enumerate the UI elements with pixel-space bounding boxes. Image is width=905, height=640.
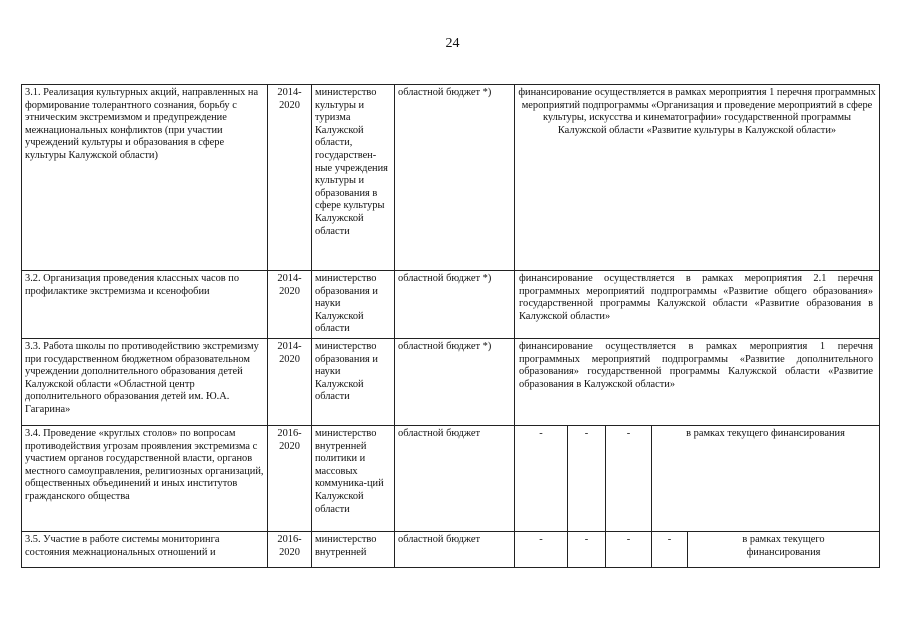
measure-executor: министерство внутренней политики и массовых коммуника-ций Калужской области (312, 425, 395, 531)
amount-cell: - (568, 425, 606, 531)
measure-executor: министерство образования и науки Калужской области (312, 271, 395, 339)
table-row (22, 338, 880, 425)
measure-executor: министерство образования и науки Калужской области (312, 338, 395, 425)
measure-years (268, 425, 312, 531)
years-text: 2014- 2020 (277, 87, 302, 111)
years-text: 2014- 2020 (277, 273, 302, 297)
table-row (22, 271, 880, 339)
amount-cell: - (606, 425, 652, 531)
measure-name: 3.2. Организация проведения классных часов по профилактике экстремизма и ксенофобии (22, 271, 268, 339)
amount-cell: - (568, 531, 606, 567)
measure-name: 3.5. Участие в работе системы мониторинга состояния межнациональных отношений и (22, 531, 268, 567)
page-number: 24 (445, 36, 460, 51)
financing-note (688, 531, 880, 567)
years-text: 2016- 2020 (277, 533, 302, 558)
years-text: 2014- 2020 (277, 340, 302, 365)
amount-cell: - (515, 531, 568, 567)
measure-years (268, 85, 312, 271)
measure-years (268, 338, 312, 425)
measure-name: 3.3. Работа школы по противодействию экстремизму при государственном бюджетном образовательном учреждении дополнительного образования детей Калужской области «Областной центр дополнительного образования детей им. Ю.А. Гагарина» (22, 338, 268, 425)
measure-executor: министерство культуры и туризма Калужской области, государствен-ные учреждения культуры и образования в сфере культуры Калужской области (312, 85, 395, 271)
amount-cell: - (606, 531, 652, 567)
financing-note: в рамках текущего финансирования (652, 425, 880, 531)
amount-cell: - (515, 425, 568, 531)
financing-note: финансирование осуществляется в рамках мероприятия 1 перечня программных мероприятий подпрограммы «Развитие дополнительного образования» государственной программы Калужской области «Развитие образования в Калужской области» (515, 338, 880, 425)
financing-note: финансирование осуществляется в рамках мероприятия 1 перечня программных мероприятий подпрограммы «Организация и проведение мероприятий в сфере культуры, искусства и кинематографии» государственной программы Калужской области «Развитие культуры в Калужской области» (515, 85, 880, 271)
amount-cell: - (652, 531, 688, 567)
measure-name: 3.1. Реализация культурных акций, направленных на формирование толерантного сознания, борьбу с этническим экстремизмом и предупреждение межнациональных конфликтов (при участии учреждений культуры и образования в сфере культуры Калужской области) (22, 85, 268, 271)
funding-source: областной бюджет *) (395, 338, 515, 425)
funding-source: областной бюджет *) (395, 271, 515, 339)
measures-table (21, 84, 880, 568)
table-row (22, 85, 880, 271)
years-text: 2016- 2020 (277, 427, 302, 452)
funding-source: областной бюджет *) (395, 85, 515, 271)
funding-source: областной бюджет (395, 425, 515, 531)
measure-name: 3.4. Проведение «круглых столов» по вопросам противодействия угрозам проявления экстремизма с участием органов государственной власти, органов местного самоуправления, религиозных организаций, общественных объединений и иных институтов гражданского общества (22, 425, 268, 531)
table-row (22, 531, 880, 567)
funding-source: областной бюджет (395, 531, 515, 567)
measure-years (268, 271, 312, 339)
table-row (22, 425, 880, 531)
measure-executor: министерство внутренней (312, 531, 395, 567)
financing-note: финансирование осуществляется в рамках мероприятия 2.1 перечня программных мероприятий подпрограммы «Развитие общего образования» государственной программы Калужской области «Развитие образования в Калужской области» (515, 271, 880, 339)
measure-years (268, 531, 312, 567)
financing-text: в рамках текущего финансирования (742, 533, 825, 558)
